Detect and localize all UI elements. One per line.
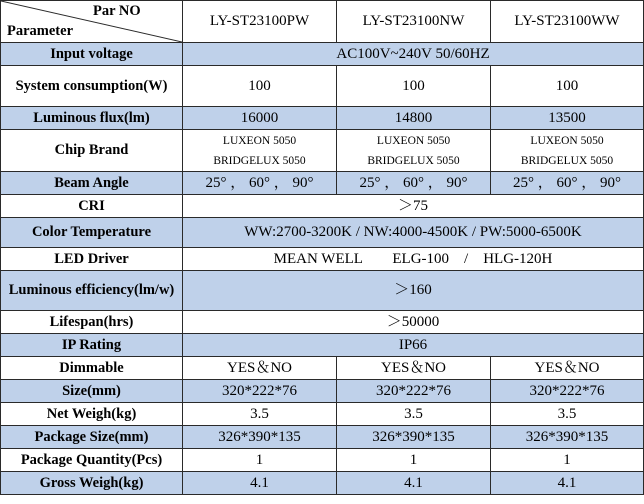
row-gross-weight [1,472,644,495]
chip-brand-line1: LUXEON 5050 [530,134,604,147]
row-system-consumption [1,66,644,107]
value-system-consumption-ww: 100 [491,66,644,107]
value-dimmable-nw: YES＆NO [337,357,491,380]
label-beam-angle: Beam Angle [1,172,183,195]
value-input-voltage: AC100V~240V 50/60HZ [183,43,644,66]
value-luminous-flux-ww: 13500 [491,107,644,130]
chip-brand-line2: BRIDGELUX 5050 [520,154,614,167]
value-chip-brand-nw [337,130,491,172]
corner-header-cell [1,1,183,43]
row-input-voltage [1,43,644,66]
value-dimmable-ww: YES＆NO [491,357,644,380]
value-package-quantity-pw: 1 [183,449,337,472]
value-system-consumption-pw: 100 [183,66,337,107]
value-beam-angle-pw: 25° ， 60° ， 90° [183,172,337,195]
row-size [1,380,644,403]
label-ip-rating: IP Rating [1,334,183,357]
label-net-weight: Net Weigh(kg) [1,403,183,426]
model-header-ww: LY-ST23100WW [491,1,644,43]
value-lifespan: ＞50000 [183,311,644,334]
value-package-quantity-nw: 1 [337,449,491,472]
label-chip-brand: Chip Brand [1,130,183,172]
chip-brand-line1: LUXEON 5050 [222,134,297,147]
row-beam-angle [1,172,644,195]
value-package-size-nw: 326*390*135 [337,426,491,449]
chip-brand-line2: BRIDGELUX 5050 [367,154,460,167]
model-header-pw: LY-ST23100PW [183,1,337,43]
value-beam-angle-ww: 25° ， 60° ， 90° [491,172,644,195]
chip-brand-line2: BRIDGELUX 5050 [213,154,306,167]
label-led-driver: LED Driver [1,248,183,271]
value-luminous-flux-nw: 14800 [337,107,491,130]
label-luminous-flux: Luminous flux(lm) [1,107,183,130]
value-size-pw: 320*222*76 [183,380,337,403]
row-dimmable [1,357,644,380]
value-gross-weight-ww: 4.1 [491,472,644,495]
model-header-nw: LY-ST23100NW [337,1,491,43]
value-system-consumption-nw: 100 [337,66,491,107]
chip-brand-line1: LUXEON 5050 [376,134,451,147]
value-gross-weight-nw: 4.1 [337,472,491,495]
value-dimmable-pw: YES＆NO [183,357,337,380]
label-color-temperature: Color Temperature [1,218,183,248]
row-color-temperature [1,218,644,248]
row-net-weight [1,403,644,426]
value-color-temperature: WW:2700-3200K / NW:4000-4500K / PW:5000-6500K [183,218,644,248]
value-package-size-pw: 326*390*135 [183,426,337,449]
value-net-weight-nw: 3.5 [337,403,491,426]
label-luminous-efficiency: Luminous efficiency(lm/w) [1,271,183,311]
row-lifespan [1,311,644,334]
row-ip-rating [1,334,644,357]
value-chip-brand-ww [491,130,644,172]
label-dimmable: Dimmable [1,357,183,380]
value-chip-brand-pw [183,130,337,172]
value-luminous-flux-pw: 16000 [183,107,337,130]
header-row [1,1,644,43]
row-package-size [1,426,644,449]
label-gross-weight: Gross Weigh(kg) [1,472,183,495]
row-luminous-flux [1,107,644,130]
value-gross-weight-pw: 4.1 [183,472,337,495]
value-ip-rating: IP66 [183,334,644,357]
value-led-driver: MEAN WELL ELG-100 / HLG-120H [183,248,644,271]
row-led-driver [1,248,644,271]
label-lifespan: Lifespan(hrs) [1,311,183,334]
value-beam-angle-nw: 25° ， 60° ， 90° [337,172,491,195]
value-size-ww: 320*222*76 [491,380,644,403]
label-cri: CRI [1,195,183,218]
corner-header-bottom: Parameter [7,23,74,39]
row-luminous-efficiency [1,271,644,311]
label-package-size: Package Size(mm) [1,426,183,449]
value-luminous-efficiency: ＞160 [183,271,644,311]
label-size: Size(mm) [1,380,183,403]
label-package-quantity: Package Quantity(Pcs) [1,449,183,472]
row-package-quantity [1,449,644,472]
value-cri: ＞75 [183,195,644,218]
value-net-weight-pw: 3.5 [183,403,337,426]
label-system-consumption: System consumption(W) [1,66,183,107]
value-package-size-ww: 326*390*135 [491,426,644,449]
row-chip-brand [1,130,644,172]
label-input-voltage: Input voltage [1,43,183,66]
row-cri [1,195,644,218]
value-package-quantity-ww: 1 [491,449,644,472]
value-size-nw: 320*222*76 [337,380,491,403]
corner-header-top: Par NO [93,3,141,19]
value-net-weight-ww: 3.5 [491,403,644,426]
